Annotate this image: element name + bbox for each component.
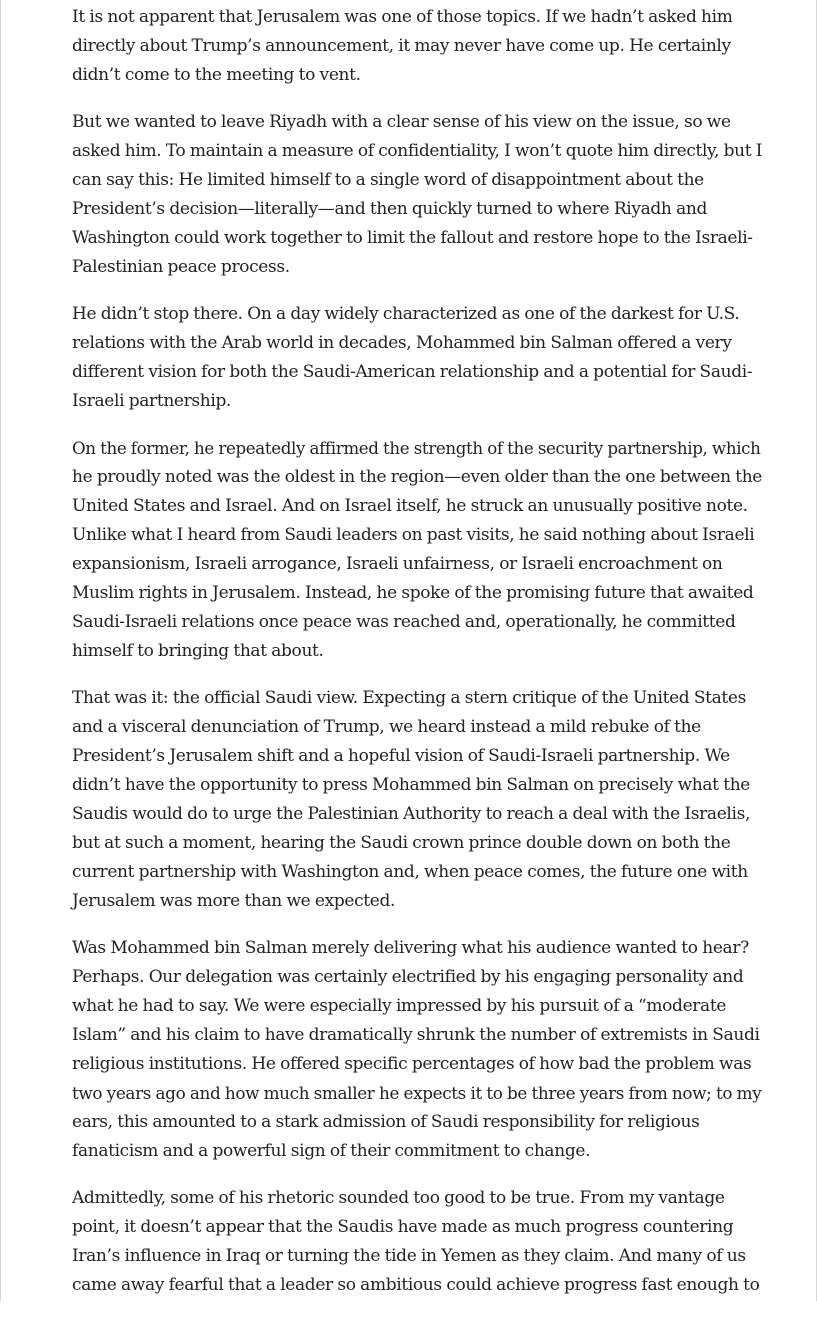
text-line: Unlike what I heard from Saudi leaders on past visits, he said nothing about Israeli — [72, 525, 755, 545]
text-line: Islam” and his claim to have dramatically shrunk the number of extremists in Saudi — [72, 1025, 760, 1045]
text-line: directly about Trump’s announcement, it may never have come up. He certainly — [72, 36, 731, 56]
text-line: asked him. To maintain a measure of confidentiality, I won’t quote him directly, but I — [72, 141, 763, 161]
text-line: But we wanted to leave Riyadh with a clear sense of his view on the issue, so we — [72, 112, 731, 132]
text-line: He didn’t stop there. On a day widely characterized as one of the darkest for U.S. — [72, 304, 740, 324]
text-line: President’s Jerusalem shift and a hopeful vision of Saudi-Israeli partnership. We — [72, 746, 730, 766]
text-line: ears, this amounted to a stark admission of Saudi responsibility for religious — [72, 1112, 700, 1132]
text-line: Palestinian peace process. — [72, 257, 290, 277]
text-line: Muslim rights in Jerusalem. Instead, he spoke of the promising future that awaited — [72, 583, 754, 603]
text-line: himself to bringing that about. — [72, 641, 324, 661]
text-line: expansionism, Israeli arrogance, Israeli unfairness, or Israeli encroachment on — [72, 554, 723, 574]
text-line: but at such a moment, hearing the Saudi crown prince double down on both the — [72, 833, 731, 853]
text-line: current partnership with Washington and, when peace comes, the future one with — [72, 862, 748, 882]
text-line: Jerusalem was more than we expected. — [72, 891, 396, 911]
text-line: That was it: the official Saudi view. Expecting a stern critique of the United States — [72, 688, 746, 708]
text-line: Washington could work together to limit the fallout and restore hope to the Israeli- — [72, 228, 753, 248]
text-line: came away fearful that a leader so ambitious could achieve progress fast enough to — [72, 1275, 760, 1295]
text-line: President’s decision—literally—and then quickly turned to where Riyadh and — [72, 199, 707, 219]
text-line: Admittedly, some of his rhetoric sounded too good to be true. From my vantage — [72, 1188, 725, 1208]
text-line: Was Mohammed bin Salman merely delivering what his audience wanted to hear? — [72, 938, 749, 958]
text-line: Israeli partnership. — [72, 391, 232, 411]
text-line: didn’t come to the meeting to vent. — [72, 65, 361, 85]
text-line: different vision for both the Saudi-American relationship and a potential for Saudi- — [72, 362, 753, 382]
text-line: On the former, he repeatedly affirmed the strength of the security partnership, which — [72, 439, 761, 458]
paragraph-6 — [72, 934, 762, 1166]
text-line: can say this: He limited himself to a single word of disappointment about the — [72, 170, 704, 190]
text-line: United States and Israel. And on Israel itself, he struck an unusually positive note. — [72, 496, 748, 516]
text-line: two years ago and how much smaller he expects it to be three years from now; to my — [72, 1083, 762, 1103]
text-line: It is not apparent that Jerusalem was one of those topics. If we hadn’t asked him — [72, 7, 733, 27]
text-line: Saudi-Israeli relations once peace was reached and, operationally, he committed — [72, 612, 736, 632]
text-line: what he had to say. We were especially impressed by his pursuit of a “moderate — [72, 996, 727, 1016]
paragraph-2 — [72, 108, 762, 282]
text-line: relations with the Arab world in decades, Mohammed bin Salman offered a very — [72, 333, 732, 353]
paragraph-4 — [72, 434, 762, 666]
text-line: fanaticism and a powerful sign of their commitment to change. — [72, 1141, 591, 1161]
text-line: Iran’s influence in Iraq or turning the tide in Yemen as they claim. And many of us — [72, 1246, 746, 1266]
paragraph-5 — [72, 684, 762, 916]
text-line: Saudis would do to urge the Palestinian Authority to reach a deal with the Israelis, — [72, 804, 751, 824]
text-line: religious institutions. He offered specific percentages of how bad the problem was — [72, 1054, 752, 1074]
text-line: and a visceral denunciation of Trump, we heard instead a mild rebuke of the — [72, 717, 701, 737]
paragraph-1 — [72, 3, 762, 90]
text-line: he proudly noted was the oldest in the region—even older than the one between the — [72, 467, 762, 487]
text-line: point, it doesn’t appear that the Saudis have made as much progress countering — [72, 1217, 734, 1237]
text-line: Perhaps. Our delegation was certainly electrified by his engaging personality and — [72, 967, 744, 987]
paragraph-7 — [72, 1184, 762, 1300]
text-line: didn’t have the opportunity to press Mohammed bin Salman on precisely what the — [72, 775, 751, 795]
paragraph-3 — [72, 300, 762, 416]
article-body — [72, 3, 762, 1318]
